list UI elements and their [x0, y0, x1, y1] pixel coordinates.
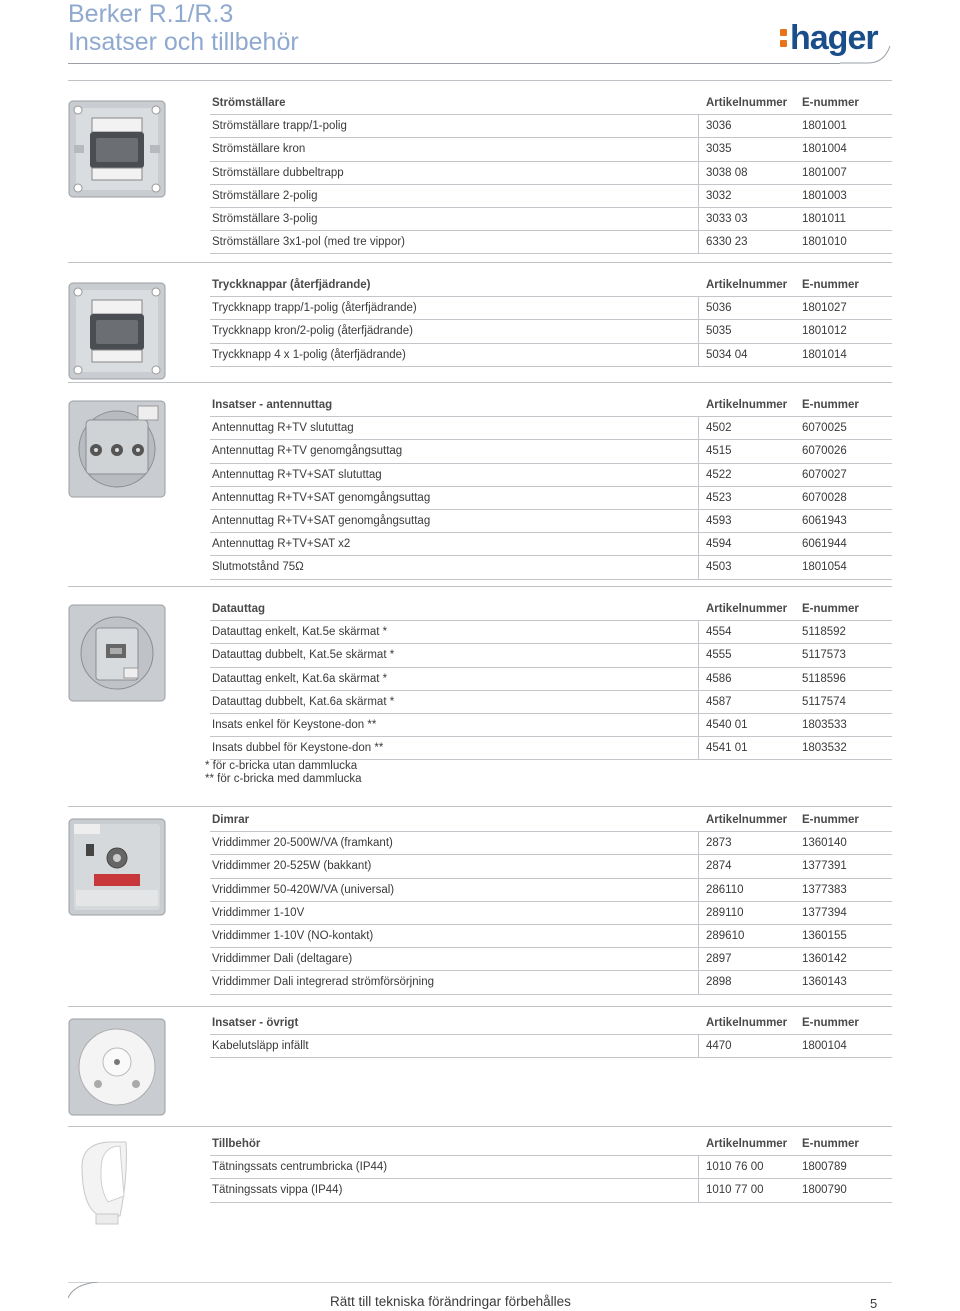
product-name: Tätningssats vippa (IP44): [212, 1184, 343, 1197]
table-insatser-ovrigt: [210, 1012, 892, 1058]
table-row: [210, 510, 892, 533]
footer-rule: [68, 1282, 892, 1283]
title-line-1: Berker R.1/R.3: [68, 0, 234, 28]
table-antennuttag: [210, 394, 892, 580]
table-header: [210, 274, 892, 297]
col-article-header: Artikelnummer: [706, 603, 788, 615]
article-number: 4515: [706, 445, 732, 458]
product-name: Datauttag dubbelt, Kat.6a skärmat *: [212, 695, 395, 708]
e-number: 1360142: [802, 953, 847, 966]
table-row: [210, 115, 892, 138]
table-stromstallare: [210, 92, 892, 254]
table-row: [210, 231, 892, 254]
col-article-header: Artikelnummer: [706, 97, 788, 109]
table-row: [210, 1179, 892, 1202]
product-name: Antennuttag R+TV+SAT x2: [212, 538, 351, 551]
col-enumber-header: E-nummer: [802, 97, 859, 109]
section-rule: [68, 382, 892, 383]
e-number: 1801007: [802, 166, 847, 179]
e-number: 1803533: [802, 718, 847, 731]
e-number: 5118592: [802, 626, 846, 639]
article-number: 4586: [706, 672, 732, 685]
section-heading: Dimrar: [212, 814, 250, 826]
section-heading: Tryckknappar (återfjädrande): [212, 279, 371, 291]
article-number: 5036: [706, 302, 732, 315]
e-number: 6061944: [802, 538, 847, 551]
e-number: 1377383: [802, 883, 847, 896]
table-row: [210, 297, 892, 320]
table-row: [210, 621, 892, 644]
article-number: 1010 76 00: [706, 1161, 764, 1174]
article-number: 2874: [706, 860, 732, 873]
table-row: [210, 344, 892, 367]
e-number: 1801011: [802, 212, 846, 225]
table-row: [210, 417, 892, 440]
section-heading: Datauttag: [212, 603, 266, 615]
product-name: Datauttag dubbelt, Kat.5e skärmat *: [212, 649, 395, 662]
table-row: [210, 138, 892, 161]
product-name: Vriddimmer 1-10V: [212, 906, 305, 919]
e-number: 1801027: [802, 302, 847, 315]
footnote-1: * för c-bricka utan dammlucka: [205, 760, 358, 772]
e-number: 1800789: [802, 1161, 847, 1174]
table-row: [210, 737, 892, 760]
product-name: Vriddimmer Dali integrerad strömförsörjning: [212, 976, 434, 989]
table-row: [210, 714, 892, 737]
section-rule: [68, 80, 892, 81]
section-rule: [68, 262, 892, 263]
article-number: 4554: [706, 626, 732, 639]
col-article-header: Artikelnummer: [706, 814, 788, 826]
page-title: [68, 0, 299, 56]
col-enumber-header: E-nummer: [802, 1138, 859, 1150]
e-number: 1801014: [802, 348, 847, 361]
e-number: 5118596: [802, 672, 846, 685]
product-name: Vriddimmer Dali (deltagare): [212, 953, 353, 966]
col-article-header: Artikelnummer: [706, 279, 788, 291]
table-row: [210, 533, 892, 556]
article-number: 3036: [706, 120, 732, 133]
article-number: 3032: [706, 189, 732, 202]
product-name: Antennuttag R+TV slututtag: [212, 422, 354, 435]
product-name: Datauttag enkelt, Kat.6a skärmat *: [212, 672, 388, 685]
e-number: 1360140: [802, 837, 847, 850]
article-number: 4587: [706, 695, 732, 708]
e-number: 6070027: [802, 468, 847, 481]
table-header: [210, 394, 892, 417]
product-name: Insats dubbel för Keystone-don **: [212, 742, 384, 755]
sealing-kit-image: [68, 1136, 166, 1228]
col-enumber-header: E-nummer: [802, 814, 859, 826]
e-number: 6061943: [802, 514, 847, 527]
product-name: Kabelutsläpp infällt: [212, 1040, 309, 1053]
article-number: 4593: [706, 514, 732, 527]
article-number: 4523: [706, 491, 732, 504]
e-number: 1800790: [802, 1184, 847, 1197]
article-number: 4541 01: [706, 742, 748, 755]
table-row: [210, 691, 892, 714]
table-row: [210, 644, 892, 667]
e-number: 1377394: [802, 906, 847, 919]
footer-disclaimer: Rätt till tekniska förändringar förbehålles: [330, 1294, 571, 1309]
article-number: 3038 08: [706, 166, 748, 179]
header-curve-decoration: [840, 40, 892, 66]
product-name: Tryckknapp kron/2-polig (återfjädrande): [212, 325, 413, 338]
table-dimrar: [210, 809, 892, 995]
table-row: [210, 879, 892, 902]
article-number: 5034 04: [706, 348, 748, 361]
article-number: 2873: [706, 837, 732, 850]
article-number: 3033 03: [706, 212, 748, 225]
article-number: 4470: [706, 1040, 732, 1053]
antenna-socket-image: [68, 400, 166, 498]
page-number: 5: [870, 1296, 878, 1311]
col-enumber-header: E-nummer: [802, 279, 859, 291]
product-name: Tryckknapp 4 x 1-polig (återfjädrande): [212, 348, 406, 361]
e-number: 1801054: [802, 561, 847, 574]
article-number: 3035: [706, 143, 732, 156]
e-number: 1360143: [802, 976, 847, 989]
col-enumber-header: E-nummer: [802, 603, 859, 615]
table-row: [210, 948, 892, 971]
product-name: Antennuttag R+TV genomgångsuttag: [212, 445, 403, 458]
product-name: Vriddimmer 20-525W (bakkant): [212, 860, 372, 873]
product-name: Strömställare 3x1-pol (med tre vippor): [212, 236, 406, 249]
table-row: [210, 487, 892, 510]
table-header: [210, 598, 892, 621]
article-number: 289110: [706, 906, 744, 919]
e-number: 1800104: [802, 1040, 847, 1053]
product-name: Antennuttag R+TV+SAT genomgångsuttag: [212, 491, 431, 504]
col-article-header: Artikelnummer: [706, 399, 788, 411]
product-name: Antennuttag R+TV+SAT genomgångsuttag: [212, 514, 431, 527]
section-rule: [68, 1006, 892, 1007]
table-row: [210, 1035, 892, 1058]
table-row: [210, 208, 892, 231]
section-rule: [68, 806, 892, 807]
product-name: Slutmotstånd 75Ω: [212, 561, 304, 574]
section-rule: [68, 1126, 892, 1127]
footer-curve-decoration: [68, 1282, 108, 1300]
article-number: 4503: [706, 561, 732, 574]
switch-insert-image: [68, 100, 166, 198]
article-number: 5035: [706, 325, 732, 338]
cable-outlet-image: [68, 1018, 166, 1116]
e-number: 5117573: [802, 649, 846, 662]
e-number: 1801001: [802, 120, 847, 133]
table-row: [210, 971, 892, 994]
e-number: 1801003: [802, 189, 847, 202]
e-number: 6070028: [802, 491, 847, 504]
table-header: [210, 1012, 892, 1035]
e-number: 5117574: [802, 695, 846, 708]
product-name: Insats enkel för Keystone-don **: [212, 718, 377, 731]
logo-dots-icon: [780, 29, 787, 47]
article-number: 4502: [706, 422, 732, 435]
title-line-2: Insatser och tillbehör: [68, 28, 299, 56]
article-number: 1010 77 00: [706, 1184, 764, 1197]
table-row: [210, 185, 892, 208]
table-row: [210, 902, 892, 925]
table-row: [210, 1156, 892, 1179]
section-heading: Tillbehör: [212, 1138, 261, 1150]
article-number: 6330 23: [706, 236, 748, 249]
e-number: 1801010: [802, 236, 847, 249]
product-name: Strömställare 3-polig: [212, 212, 318, 225]
product-name: Tryckknapp trapp/1-polig (återfjädrande): [212, 302, 417, 315]
table-header: [210, 809, 892, 832]
e-number: 6070026: [802, 445, 847, 458]
dimmer-insert-image: [68, 818, 166, 916]
section-heading: Insatser - övrigt: [212, 1017, 299, 1029]
table-row: [210, 464, 892, 487]
table-tryckknappar: [210, 274, 892, 367]
table-row: [210, 440, 892, 463]
table-header: [210, 92, 892, 115]
logo-text: hager: [790, 19, 878, 57]
product-name: Vriddimmer 50-420W/VA (universal): [212, 883, 395, 896]
table-header: [210, 1133, 892, 1156]
product-name: Vriddimmer 1-10V (NO-kontakt): [212, 929, 374, 942]
article-number: 4522: [706, 468, 732, 481]
push-button-insert-image: [68, 282, 166, 380]
table-tillbehor: [210, 1133, 892, 1203]
e-number: 1801004: [802, 143, 847, 156]
e-number: 1803532: [802, 742, 847, 755]
col-article-header: Artikelnummer: [706, 1138, 788, 1150]
e-number: 6070025: [802, 422, 847, 435]
col-enumber-header: E-nummer: [802, 399, 859, 411]
section-rule: [68, 586, 892, 587]
product-name: Strömställare trapp/1-polig: [212, 120, 347, 133]
col-enumber-header: E-nummer: [802, 1017, 859, 1029]
table-row: [210, 556, 892, 579]
product-name: Vriddimmer 20-500W/VA (framkant): [212, 837, 393, 850]
table-row: [210, 855, 892, 878]
article-number: 4555: [706, 649, 732, 662]
table-row: [210, 925, 892, 948]
article-number: 2898: [706, 976, 732, 989]
article-number: 289610: [706, 929, 745, 942]
product-name: Strömställare kron: [212, 143, 306, 156]
footnote-2: ** för c-bricka med dammlucka: [205, 773, 362, 785]
product-name: Tätningssats centrumbricka (IP44): [212, 1161, 388, 1174]
product-name: Strömställare dubbeltrapp: [212, 166, 344, 179]
data-socket-image: [68, 604, 166, 702]
section-heading: Strömställare: [212, 97, 286, 109]
e-number: 1360155: [802, 929, 847, 942]
e-number: 1801012: [802, 325, 847, 338]
section-heading: Insatser - antennuttag: [212, 399, 333, 411]
article-number: 4594: [706, 538, 732, 551]
col-article-header: Artikelnummer: [706, 1017, 788, 1029]
product-name: Strömställare 2-polig: [212, 189, 318, 202]
table-row: [210, 320, 892, 343]
article-number: 2897: [706, 953, 732, 966]
header-rule: [68, 63, 840, 64]
article-number: 4540 01: [706, 718, 748, 731]
article-number: 286110: [706, 883, 744, 896]
table-datauttag: [210, 598, 892, 760]
e-number: 1377391: [802, 860, 847, 873]
product-name: Antennuttag R+TV+SAT slututtag: [212, 468, 382, 481]
table-row: [210, 668, 892, 691]
product-name: Datauttag enkelt, Kat.5e skärmat *: [212, 626, 388, 639]
table-row: [210, 832, 892, 855]
table-row: [210, 162, 892, 185]
